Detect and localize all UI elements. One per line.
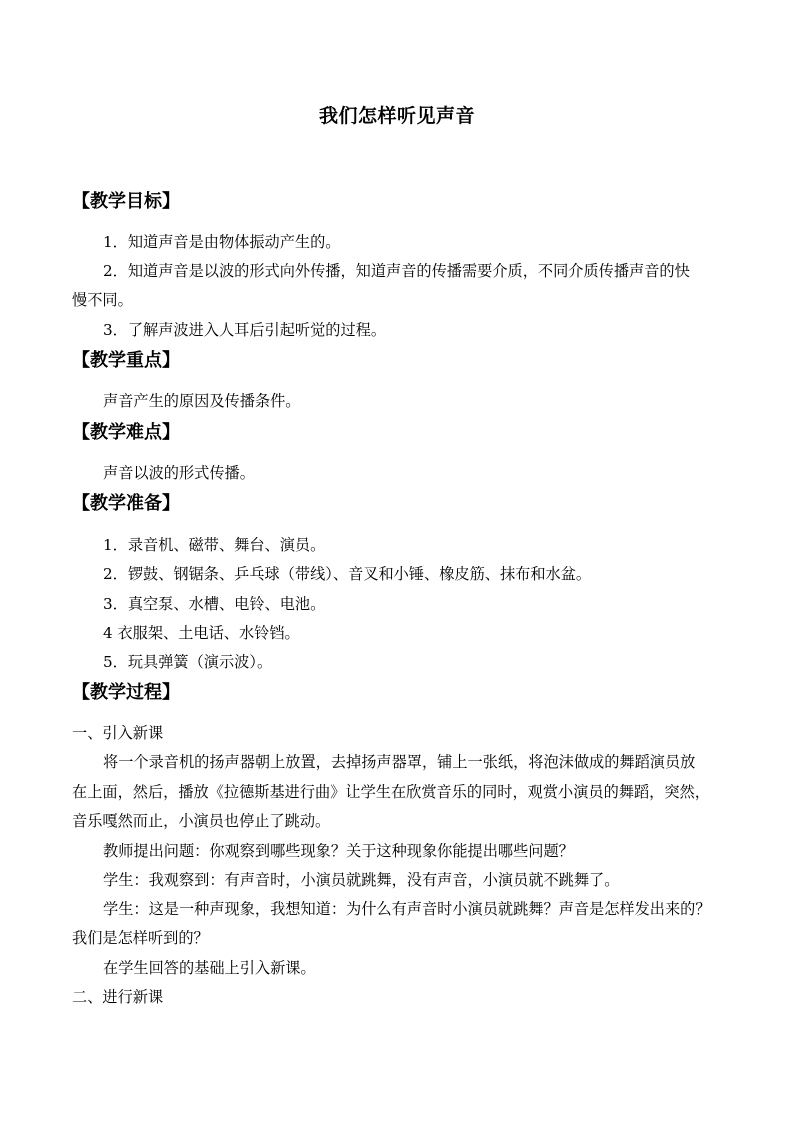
process-paragraph-line: 将一个录音机的扬声器朝上放置，去掉扬声器罩，铺上一张纸，将泡沫做成的舞蹈演员放 xyxy=(103,753,696,771)
preparation-item: 5．玩具弹簧（演示波）。 xyxy=(103,653,273,671)
key-points-text: 声音产生的原因及传播条件。 xyxy=(103,392,301,410)
objectives-heading: 【教学目标】 xyxy=(72,191,180,212)
objective-item: 1．知道声音是由物体振动产生的。 xyxy=(103,233,341,251)
process-paragraph-line: 在上面，然后，播放《拉德斯基进行曲》让学生在欣赏音乐的同时，观赏小演员的舞蹈，突然， xyxy=(72,783,710,801)
student-answer-continuation: 我们是怎样听到的？ xyxy=(72,929,209,947)
process-paragraph-line: 在学生回答的基础上引入新课。 xyxy=(103,959,316,977)
preparation-item: 1．录音机、磁带、舞台、演员。 xyxy=(103,536,326,554)
preparation-item: 3．真空泵、水槽、电铃、电池。 xyxy=(103,595,326,613)
preparation-item: 2．锣鼓、钢锯条、乒乓球（带线）、音叉和小锤、橡皮筋、抹布和水盆。 xyxy=(103,565,592,583)
preparation-item: 4 衣服架、土电话、水铃铛。 xyxy=(103,624,300,642)
page-title: 我们怎样听见声音 xyxy=(318,105,475,127)
objective-item-continuation: 慢不同。 xyxy=(72,291,133,309)
part1-title: 一、引入新课 xyxy=(72,724,164,742)
objective-item: 2．知道声音是以波的形式向外传播，知道声音的传播需要介质，不同介质传播声音的快 xyxy=(103,262,690,280)
difficulties-heading: 【教学难点】 xyxy=(72,422,180,443)
key-points-heading: 【教学重点】 xyxy=(72,350,180,371)
preparation-heading: 【教学准备】 xyxy=(72,493,180,514)
process-paragraph-line: 音乐嘎然而止，小演员也停止了跳动。 xyxy=(72,812,331,830)
difficulties-text: 声音以波的形式传播。 xyxy=(103,464,255,482)
objective-item: 3．了解声波进入人耳后引起听觉的过程。 xyxy=(103,321,387,339)
part2-title: 二、进行新课 xyxy=(72,988,164,1006)
process-heading: 【教学过程】 xyxy=(72,682,180,703)
teacher-question: 教师提出问题：你观察到哪些现象？关于这种现象你能提出哪些问题？ xyxy=(103,842,574,860)
student-answer: 学生：这是一种声现象，我想知道：为什么有声音时小演员就跳舞？声音是怎样发出来的？ xyxy=(103,900,711,918)
student-answer: 学生：我观察到：有声音时，小演员就跳舞，没有声音，小演员就不跳舞了。 xyxy=(103,871,620,889)
